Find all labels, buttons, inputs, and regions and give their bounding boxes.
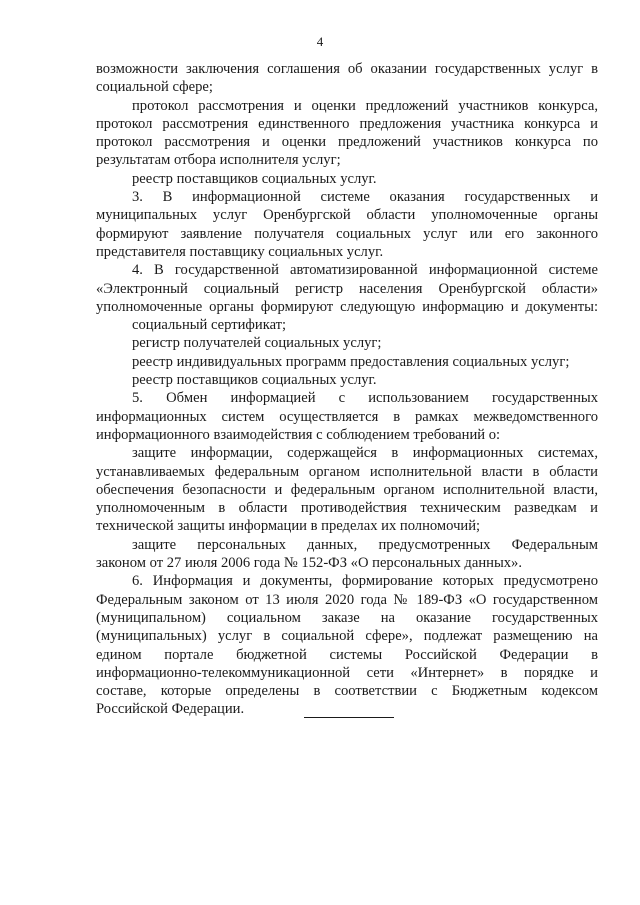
text-line: составе, которые определены в соответствии с Бюджетным кодексом [96, 683, 598, 700]
text-line: уполномоченные органы формируют следующую информацию и документы: [96, 298, 598, 315]
text-line: социальный сертификат; [132, 317, 287, 334]
text-line: протокол рассмотрения и оценки предложений участников конкурса по [96, 134, 598, 151]
text-line: информационного взаимодействия с соблюдением требований о: [96, 426, 501, 443]
body-text [96, 60, 598, 719]
text-line: муниципальных услуг Оренбургской области уполномоченные органы [96, 207, 598, 224]
text-line: едином портале бюджетной системы Российской Федерации в [96, 646, 598, 663]
end-separator-line [304, 717, 394, 718]
text-line: реестр поставщиков социальных услуг. [132, 372, 377, 389]
text-line: (муниципальном) социальном заказе на оказание государственных [96, 609, 598, 626]
text-line: представителя поставщику социальных услуг. [96, 243, 384, 260]
text-line: протокол рассмотрения единственного предложения участника конкурса и [96, 115, 598, 132]
text-line: устанавливаемых федеральным органом исполнительной власти в области [96, 463, 598, 480]
text-line: результатам отбора исполнителя услуг; [96, 152, 341, 169]
text-line: защите персональных данных, предусмотренных Федеральным [132, 536, 598, 553]
text-line: социальной сфере; [96, 79, 213, 96]
text-line: информационных систем осуществляется в рамках межведомственного [96, 408, 598, 425]
text-line: 4. В государственной автоматизированной информационной системе [132, 262, 598, 279]
text-line: (муниципальных) услуг в социальной сфере», подлежат размещению на [96, 628, 598, 645]
text-line: 5. Обмен информацией с использованием государственных [132, 390, 598, 407]
text-line: Российской Федерации. [96, 701, 245, 718]
text-line: формируют заявление получателя социальных услуг или его законного [96, 225, 598, 242]
text-line: информационно-телекоммуникационной сети «Интернет» в порядке и [96, 664, 598, 681]
text-line: обеспечения безопасности и федеральным органом исполнительной власти, [96, 481, 598, 498]
text-line: протокол рассмотрения и оценки предложений участников конкурса, [132, 97, 598, 114]
text-line: «Электронный социальный регистр населения Оренбургской области» [96, 280, 598, 297]
text-line: регистр получателей социальных услуг; [132, 335, 382, 352]
text-line: Федеральным законом от 13 июля 2020 года № 189-ФЗ «О государственном [96, 591, 598, 608]
text-line: уполномоченным в области противодействия техническим разведкам и [96, 500, 598, 517]
text-line: защите информации, содержащейся в информационных системах, [132, 445, 598, 462]
text-line: реестр поставщиков социальных услуг. [132, 170, 377, 187]
text-line: законом от 27 июля 2006 года № 152-ФЗ «О персональных данных». [96, 555, 522, 572]
text-line: 6. Информация и документы, формирование которых предусмотрено [132, 573, 598, 590]
page-number: 4 [316, 34, 324, 49]
text-line: возможности заключения соглашения об оказании государственных услуг в [96, 61, 598, 77]
text-line: 3. В информационной системе оказания государственных и [132, 189, 598, 206]
text-line: технической защиты информации в пределах их полномочий; [96, 518, 481, 535]
text-line: реестр индивидуальных программ предоставления социальных услуг; [132, 353, 570, 370]
